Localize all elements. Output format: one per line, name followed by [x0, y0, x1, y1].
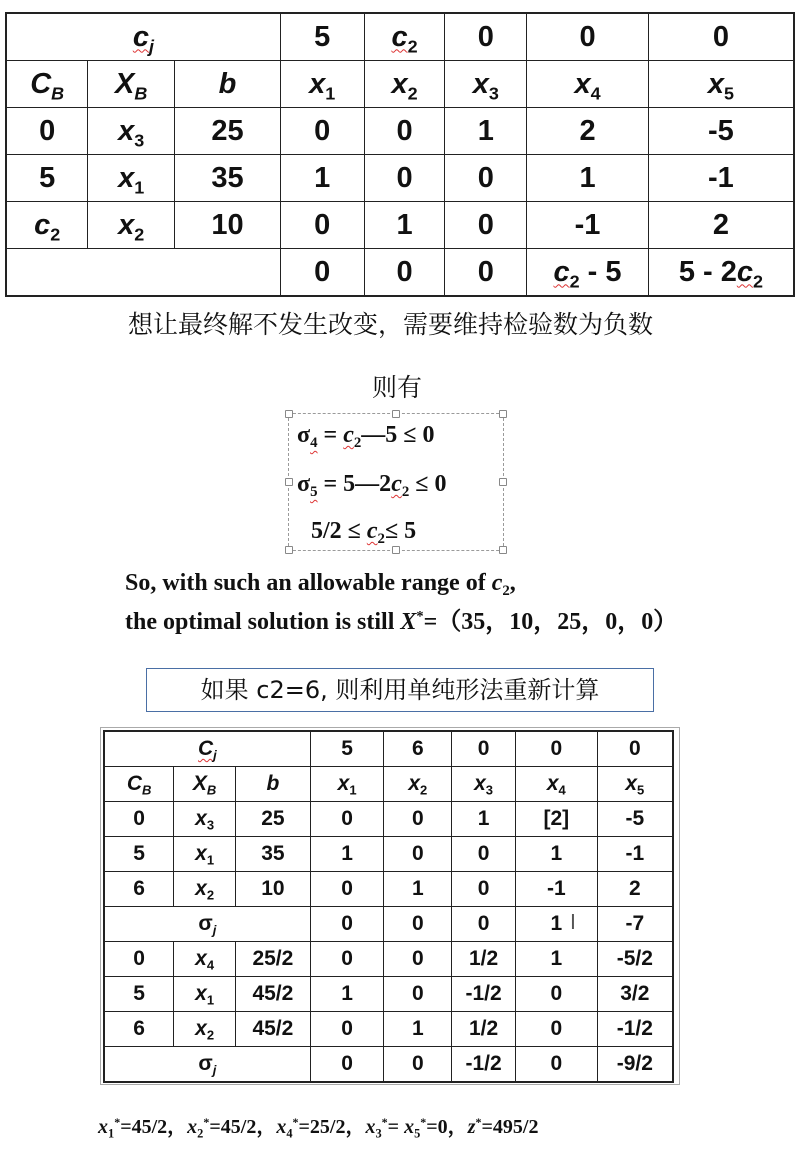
text-cursor-icon: I [570, 910, 576, 934]
cell-b: 35 [236, 837, 311, 872]
table-row [6, 108, 794, 155]
sigma-label-empty [6, 249, 280, 297]
cell-b: 25 [175, 108, 281, 155]
table-row [104, 977, 673, 1012]
sigma-value: 0 [310, 1047, 384, 1083]
cell-xb: $x_3$ [88, 108, 175, 155]
cell-value: 1 [445, 108, 527, 155]
cell-b: 35 [175, 155, 281, 202]
cj-value: 0 [516, 731, 598, 767]
simplex-table-original [5, 12, 795, 297]
simplex-table-c2-6[interactable] [103, 730, 674, 1083]
table-row [104, 907, 673, 942]
cell-value: 0 [384, 942, 452, 977]
cell-value: 0 [364, 155, 445, 202]
cell-xb: $x_1$ [174, 977, 236, 1012]
sigma-value: 1 [516, 907, 598, 942]
sigma-value: 0 [310, 907, 384, 942]
cell-b: 45/2 [236, 1012, 311, 1047]
sigma-value: 0 [280, 249, 364, 297]
cell-value: 0 [280, 202, 364, 249]
cell-value: 0 [364, 108, 445, 155]
resize-handle[interactable] [392, 410, 400, 418]
cell-xb: $x_3$ [174, 802, 236, 837]
cell-value: 0 [516, 977, 598, 1012]
cell-cb: 5 [6, 155, 88, 202]
column-header-b: b [236, 767, 311, 802]
cell-value: 2 [527, 108, 649, 155]
table-row [104, 767, 673, 802]
cell-value: 1 [516, 942, 598, 977]
column-header-x1: $x_1$ [310, 767, 384, 802]
cell-value: 0 [452, 837, 516, 872]
cell-value: 0 [445, 155, 527, 202]
cell-value: 1 [452, 802, 516, 837]
sigma-value: -9/2 [597, 1047, 673, 1083]
cell-b: 25/2 [236, 942, 311, 977]
cj-header: $c_j$ [6, 13, 280, 61]
sigma-value: -7 [597, 907, 673, 942]
sigma-value-4: $c_2 - 5$ [527, 249, 649, 297]
column-header-x3: $x_3$ [445, 61, 527, 108]
resize-handle[interactable] [285, 410, 293, 418]
condition-message: 想让最终解不发生改变，需要维持检验数为负数 [128, 310, 654, 339]
then-label: 则有 [372, 373, 423, 402]
sigma-value: 0 [445, 249, 527, 297]
cell-xb: $x_4$ [174, 942, 236, 977]
table-row [6, 249, 794, 297]
column-header-xb: $X_B$ [88, 61, 175, 108]
cell-xb: $x_1$ [88, 155, 175, 202]
sigma-value: 0 [452, 907, 516, 942]
cell-cb: 5 [104, 977, 174, 1012]
cell-value: 0 [384, 837, 452, 872]
cell-value: 1 [516, 837, 598, 872]
cell-value: -1 [516, 872, 598, 907]
sigma-value: 0 [384, 907, 452, 942]
cell-b: 10 [236, 872, 311, 907]
pivot-cell: [2] [516, 802, 598, 837]
cell-value: -1 [648, 155, 794, 202]
english-line-2: the optimal solution is still X*=（35，10，25，0，0） [125, 608, 678, 635]
column-header-cb: $C_B$ [6, 61, 88, 108]
resize-handle[interactable] [499, 546, 507, 554]
table-row [6, 13, 794, 61]
cj-value: 0 [452, 731, 516, 767]
table-row [104, 731, 673, 767]
cell-value: -1 [527, 202, 649, 249]
cj-value: 0 [527, 13, 649, 61]
table-row [104, 1012, 673, 1047]
cell-value: -1/2 [452, 977, 516, 1012]
cell-cb: $c_2$ [6, 202, 88, 249]
cell-value: 2 [597, 872, 673, 907]
cj-value: 0 [648, 13, 794, 61]
cell-xb: $x_2$ [174, 1012, 236, 1047]
column-header-x3: $x_3$ [452, 767, 516, 802]
cj-value: $c_2$ [364, 13, 445, 61]
cell-value: -1 [597, 837, 673, 872]
cell-value: -5/2 [597, 942, 673, 977]
table-row [6, 202, 794, 249]
sigma-label: $\sigma_j$ [104, 907, 310, 942]
inequality-textbox[interactable] [288, 413, 504, 551]
cell-value: 0 [280, 108, 364, 155]
cell-value: 0 [384, 802, 452, 837]
table-row [6, 61, 794, 108]
cell-value: 1 [527, 155, 649, 202]
column-header-b: b [175, 61, 281, 108]
cell-value: 0 [445, 202, 527, 249]
cell-b: 25 [236, 802, 311, 837]
sigma-value: 0 [364, 249, 445, 297]
cell-value: 3/2 [597, 977, 673, 1012]
column-header-x2: $x_2$ [364, 61, 445, 108]
column-header-x1: $x_1$ [280, 61, 364, 108]
sigma-label: $\sigma_j$ [104, 1047, 310, 1083]
column-header-x2: $x_2$ [384, 767, 452, 802]
cj-value: 6 [384, 731, 452, 767]
resize-handle[interactable] [285, 546, 293, 554]
table-row [104, 802, 673, 837]
cell-value: 0 [310, 942, 384, 977]
cell-b: 10 [175, 202, 281, 249]
table-row [104, 1047, 673, 1083]
cell-cb: 6 [104, 1012, 174, 1047]
cell-value: 2 [648, 202, 794, 249]
cell-value: 1/2 [452, 1012, 516, 1047]
inequality-range: $5/2 \le c_2\le 5$ [311, 518, 417, 548]
column-header-x4: $x_4$ [527, 61, 649, 108]
cj-value: 5 [280, 13, 364, 61]
cell-cb: 0 [104, 942, 174, 977]
cell-value: 1 [280, 155, 364, 202]
inequality-sigma5: $\sigma_5$ = $5—2c_2 \le 0$ [297, 471, 447, 501]
cell-value: 1 [364, 202, 445, 249]
sigma-value: 0 [516, 1047, 598, 1083]
cell-cb: 5 [104, 837, 174, 872]
cell-value: 0 [310, 1012, 384, 1047]
column-header-x5: $x_5$ [648, 61, 794, 108]
resize-handle[interactable] [285, 478, 293, 486]
cell-value: 0 [384, 977, 452, 1012]
final-solution: $x_1^*=45/2$，$x_2^*=45/2$，$x_4^*=25/2$，$x_3^*= x_5^*=0$，z*=495/2 [98, 1114, 539, 1141]
column-header-x4: $x_4$ [516, 767, 598, 802]
table-row [6, 155, 794, 202]
cell-b: 45/2 [236, 977, 311, 1012]
resize-handle[interactable] [499, 478, 507, 486]
cj-value: 5 [310, 731, 384, 767]
cell-value: 1/2 [452, 942, 516, 977]
cell-xb: $x_2$ [88, 202, 175, 249]
cell-value: -5 [597, 802, 673, 837]
cell-value: 1 [384, 1012, 452, 1047]
column-header-x5: $x_5$ [597, 767, 673, 802]
cj-header: $C_j$ [104, 731, 310, 767]
column-header-cb: $C_B$ [104, 767, 174, 802]
column-header-xb: $X_B$ [174, 767, 236, 802]
sigma-value-5: $5 - 2c_2$ [648, 249, 794, 297]
cell-value: -5 [648, 108, 794, 155]
recalculate-message-box[interactable]: 如果 c2=6, 则利用单纯形法重新计算 [146, 668, 654, 712]
table-row [104, 942, 673, 977]
cell-value: 1 [384, 872, 452, 907]
cj-value: 0 [445, 13, 527, 61]
resize-handle[interactable] [499, 410, 507, 418]
cell-cb: 6 [104, 872, 174, 907]
table-row [104, 837, 673, 872]
cell-value: 0 [452, 872, 516, 907]
cell-cb: 0 [6, 108, 88, 155]
cj-value: 0 [597, 731, 673, 767]
cell-value: 0 [310, 802, 384, 837]
sigma-value: 0 [384, 1047, 452, 1083]
cell-xb: $x_1$ [174, 837, 236, 872]
cell-value: -1/2 [597, 1012, 673, 1047]
cell-value: 0 [516, 1012, 598, 1047]
inequality-sigma4: $\sigma_4$ = $c_2—5 \le 0$ [297, 422, 435, 452]
cell-value: 0 [310, 872, 384, 907]
cell-cb: 0 [104, 802, 174, 837]
cell-value: 1 [310, 977, 384, 1012]
sigma-value: -1/2 [452, 1047, 516, 1083]
resize-handle[interactable] [392, 546, 400, 554]
cell-value: 1 [310, 837, 384, 872]
table-row [104, 872, 673, 907]
english-line-1: So, with such an allowable range of $c_2$, [125, 570, 516, 600]
cell-xb: $x_2$ [174, 872, 236, 907]
